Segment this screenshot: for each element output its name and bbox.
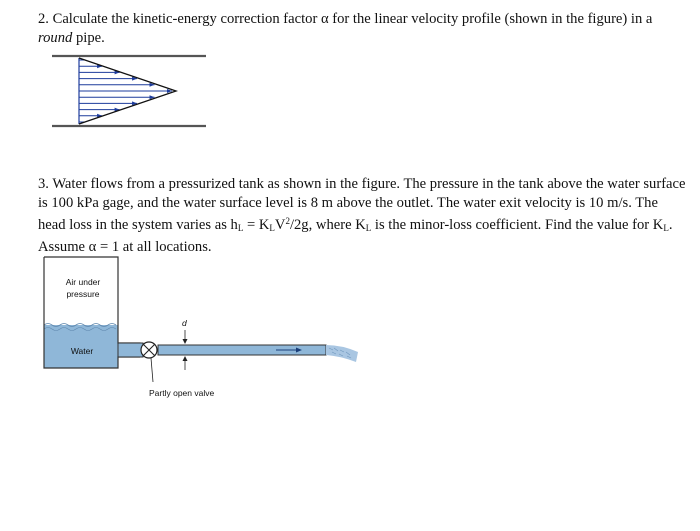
problem-3-sub-3: L [365,223,372,234]
problem-3-sup-1: 2 [285,216,290,227]
inlet-pipe [118,343,143,357]
problem-2-text-a: 2. Calculate the kinetic-energy correction factor α for the linear velocity profile (shown in the figure) in a [38,11,653,27]
problem-3-sub-4: L [663,223,669,234]
problem-3-text [38,175,688,256]
air-under-pressure-label-2: pressure [66,289,100,299]
problem-3-text-5: is the minor-loss coefficient. Find the value for K [371,217,664,234]
problem-3-text-3: V [274,217,286,234]
problem-3-sub-2: L [269,223,275,234]
tank-system-figure [44,257,358,398]
problem-3-text-4: /2g, where K [289,217,366,234]
exit-water-jet [326,345,358,362]
diameter-arrowhead-top [183,339,188,344]
water-label: Water [70,346,94,356]
problem-2-emphasis: round [38,29,73,46]
velocity-profile-figure [52,56,206,126]
problem-3-sub-1: L [237,223,244,234]
problem-3-text-2: = K [243,217,270,234]
diameter-label: d [182,318,187,328]
valve-label: Partly open valve [149,388,215,398]
problem-2-text-b: pipe. [72,29,105,46]
air-under-pressure-label-1: Air under [65,277,101,287]
valve-leader-line [151,358,153,382]
problem-3-text-1: 3. Water flows from a pressurized tank as shown in the figure. The pressure in the tank above the water surface is 100 kPa gage, and the water surface level is 8 m above the outlet. The water exit velocity is 10 m/s. The head loss in the system varies as h [38,176,686,234]
diameter-arrowhead-bottom [183,356,188,361]
problem-3-text-6: . Assume α = 1 at all locations. [38,217,673,255]
profile-arrows [79,60,172,122]
